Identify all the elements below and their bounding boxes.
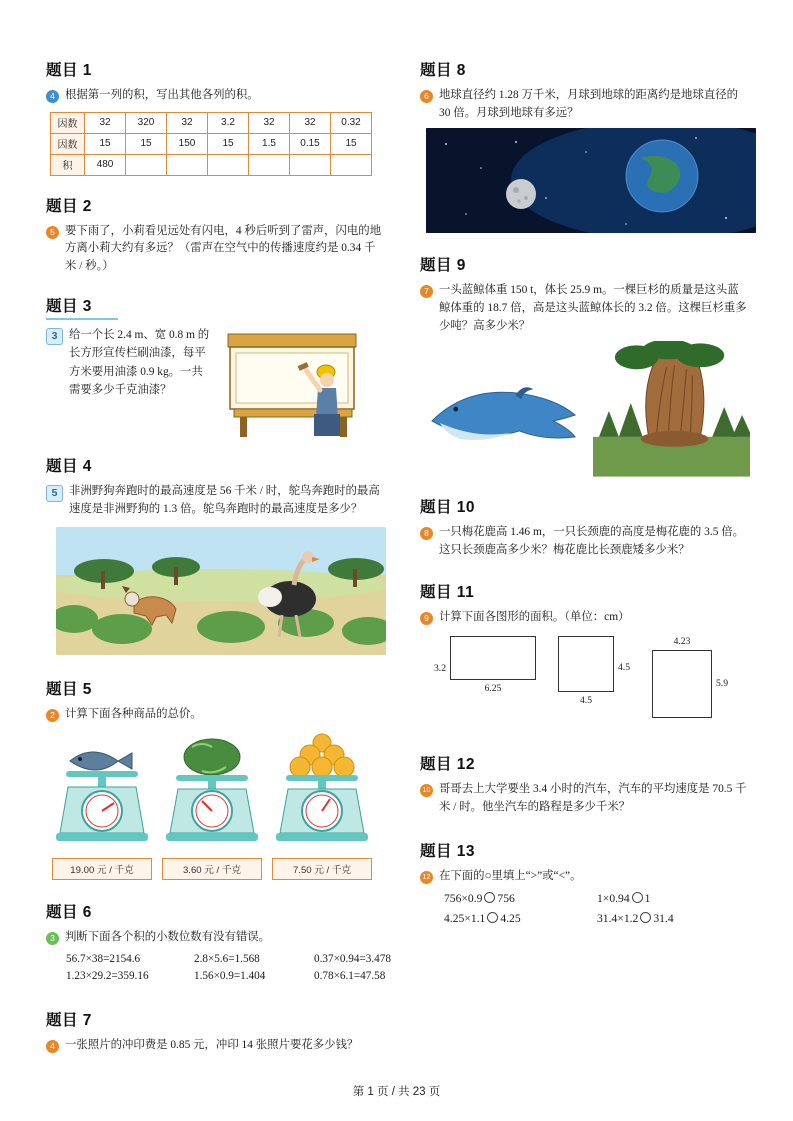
question-8-body: [420, 87, 750, 122]
comparison-left: 756×0.9: [444, 892, 483, 906]
figure-2-right-label: 4.5: [618, 661, 630, 673]
question-5-badge: 2: [46, 709, 59, 722]
figure-3-shape: [652, 650, 712, 718]
cell: [126, 154, 167, 175]
figure-3-right-label: 5.9: [716, 678, 728, 690]
page-footer: 第 1 页 / 共 23 页: [352, 1086, 441, 1098]
cell: 15: [126, 133, 167, 154]
comparison-right: 1: [644, 892, 651, 906]
cell: 0.15: [290, 133, 331, 154]
question-7-title: 题目 7: [46, 1011, 92, 1029]
table-row: [51, 112, 372, 133]
question-4-text: 非洲野狗奔跑时的最高速度是 56 千米 / 时，鸵鸟奔跑时的最高速度是非洲野狗的 1.3 倍。鸵鸟奔跑时的最高速度是多少？: [69, 485, 380, 515]
comparison-left: 4.25×1.1: [444, 912, 486, 926]
question-12-text: 哥哥去上大学要坐 3.4 小时的汽车，汽车的平均速度是 70.5 千米 / 时。他坐汽车的路程是多少千米？: [439, 783, 747, 814]
figure-rectangle-1: [434, 636, 536, 694]
question-13: [420, 839, 750, 926]
title-accent-rule: [46, 318, 118, 321]
figure-3-top-label: 4.23: [673, 636, 691, 648]
question-13-title: 题目 13: [420, 842, 476, 860]
question-3-text: 给一个长 2.4 m、宽 0.8 m 的长方形宣传栏刷油漆，每平方米要用油漆 0.9 kg。一共需要多少千克油漆？: [69, 329, 210, 396]
factors-table: [50, 112, 372, 176]
question-5: [46, 677, 382, 881]
question-10-title: 题目 10: [420, 499, 476, 517]
row-header: 因数: [51, 133, 85, 154]
table-row: [51, 154, 372, 175]
cell: 15: [331, 133, 372, 154]
comparison-right: 4.25: [500, 912, 521, 926]
equation: 1.23×29.2=359.16: [66, 969, 149, 982]
cell: [208, 154, 249, 175]
cell: 32: [85, 112, 126, 133]
question-13-body: [420, 868, 750, 886]
two-column-layout: [46, 58, 747, 1058]
question-5-body: [46, 706, 382, 724]
figure-square-2: [558, 636, 630, 706]
question-8-badge: 6: [420, 90, 433, 103]
question-4-title: 题目 4: [46, 458, 92, 476]
sequoia-svg: [593, 341, 750, 477]
question-1-title: 题目 1: [46, 62, 92, 79]
price-label-watermelon: 3.60 元 / 千克: [162, 858, 262, 880]
question-3-badge: 3: [46, 328, 63, 345]
figure-1-bottom-label: 6.25: [484, 683, 502, 695]
figure-2-shape: [558, 636, 614, 692]
figure-1-left-label: 3.2: [434, 662, 446, 674]
row-header: 因数: [51, 112, 85, 133]
signboard-painter-svg: [210, 326, 382, 438]
illustration-savanna: [56, 527, 386, 655]
question-7: [46, 1008, 382, 1055]
question-11-badge: 9: [420, 612, 433, 625]
scale-oranges: [272, 731, 372, 880]
question-4-body: [46, 483, 382, 518]
question-9-body: [420, 282, 750, 335]
cell: 15: [85, 133, 126, 154]
right-column: [398, 58, 750, 1058]
question-2-badge: 5: [46, 226, 59, 239]
table-row: [51, 133, 372, 154]
scale-fish: [52, 731, 152, 880]
question-10: [420, 495, 750, 559]
question-5-title: 题目 5: [46, 680, 92, 698]
left-column: [46, 58, 398, 1058]
price-label-oranges: 7.50 元 / 千克: [272, 858, 372, 880]
illustration-earth-moon: [426, 128, 756, 233]
comparison-item: [597, 892, 750, 905]
cell: 3.2: [208, 112, 249, 133]
cell: 320: [126, 112, 167, 133]
row-header: 积: [51, 154, 85, 175]
answer-circle[interactable]: [632, 892, 643, 903]
comparison-right: 756: [497, 892, 515, 906]
question-11-text: 计算下面各图形的面积。（单位：cm）: [439, 610, 630, 623]
question-11-body: [420, 609, 750, 627]
question-12-badge: 10: [420, 784, 433, 797]
question-4: [46, 454, 382, 654]
question-2: [46, 194, 382, 276]
price-label-fish: 19.00 元 / 千克: [52, 858, 152, 880]
scales-row: [52, 731, 382, 880]
comparison-item: [444, 892, 597, 905]
question-2-title: 题目 2: [46, 197, 92, 215]
question-8-text: 地球直径约 1.28 万千米，月球到地球的距离约是地球直径的 30 倍。月球到地球有多远？: [439, 89, 739, 119]
cell: [331, 154, 372, 175]
question-1: [46, 58, 382, 176]
comparison-left: 31.4×1.2: [597, 912, 639, 926]
question-13-text: 在下面的○里填上“>”或“<”。: [439, 869, 582, 882]
comparison-left: 1×0.94: [597, 892, 630, 906]
question-2-text: 要下雨了，小莉看见远处有闪电，4 秒后听到了雷声，闪电的地方离小莉大约有多远？（雷声在空气中的传播速度约是 0.34 千米 / 秒。）: [65, 224, 382, 273]
cell: 150: [167, 133, 208, 154]
question-10-badge: 8: [420, 527, 433, 540]
question-7-body: [46, 1037, 382, 1055]
illustration-signboard-painter: [210, 326, 382, 436]
equation: 0.78×6.1=47.58: [314, 969, 386, 982]
figure-rectangle-3: [652, 636, 728, 718]
cell: 32: [167, 112, 208, 133]
equation: 2.8×5.6=1.568: [194, 952, 260, 965]
question-4-badge: 5: [46, 485, 63, 502]
question-12-title: 题目 12: [420, 756, 476, 774]
savanna-svg: [56, 527, 386, 655]
cell: [249, 154, 290, 175]
scale-watermelon-svg: [162, 731, 262, 849]
question-13-badge: 12: [420, 871, 433, 884]
question-11: [420, 580, 750, 719]
question-1-badge: 4: [46, 90, 59, 103]
comparison-right: 31.4: [653, 912, 674, 926]
cell: [290, 154, 331, 175]
cell: 15: [208, 133, 249, 154]
comparison-item: [597, 912, 750, 925]
question-9-title: 题目 9: [420, 257, 466, 275]
question-6: [46, 900, 391, 982]
scale-fish-svg: [52, 731, 152, 849]
question-7-text: 一张照片的冲印费是 0.85 元，冲印 14 张照片要花多少钱？: [65, 1038, 359, 1051]
answer-circle[interactable]: [484, 892, 495, 903]
question-3-body: [46, 326, 382, 436]
question-10-text: 一只梅花鹿高 1.46 m，一只长颈鹿的高度是梅花鹿的 3.5 倍。这只长颈鹿高多少米？梅花鹿比长颈鹿矮多少米？: [439, 526, 745, 557]
cell: 32: [249, 112, 290, 133]
question-7-badge: 4: [46, 1040, 59, 1053]
scale-oranges-svg: [272, 731, 372, 849]
whale-svg: [420, 359, 589, 477]
question-1-body: [46, 87, 382, 105]
equation: 56.7×38=2154.6: [66, 952, 141, 965]
answer-circle[interactable]: [640, 912, 651, 923]
question-6-badge: 3: [46, 932, 59, 945]
question-2-body: [46, 223, 382, 276]
question-6-title: 题目 6: [46, 904, 92, 922]
illustration-whale-sequoia: [420, 341, 750, 477]
question-3: [46, 294, 382, 437]
question-10-body: [420, 524, 750, 559]
cell: 32: [290, 112, 331, 133]
figure-2-bottom-label: 4.5: [580, 695, 592, 707]
question-9: [420, 253, 750, 477]
cell: 1.5: [249, 133, 290, 154]
question-6-text: 判断下面各个积的小数位数有没有错误。: [65, 931, 271, 944]
earth-moon-svg: [426, 128, 756, 233]
question-12: [420, 752, 750, 816]
question-9-text: 一头蓝鲸体重 150 t，体长 25.9 m。一棵巨杉的质量是这头蓝鲸体重的 18.7 倍，高是这头蓝鲸体长的 3.2 倍。这棵巨杉重多少吨？高多少米？: [439, 284, 747, 332]
question-11-title: 题目 11: [420, 583, 475, 601]
equation: 0.37×0.94=3.478: [314, 952, 391, 965]
comparison-item: [444, 912, 597, 925]
question-3-title: 题目 3: [46, 297, 92, 315]
cell: 0.32: [331, 112, 372, 133]
question-9-badge: 7: [420, 285, 433, 298]
scale-watermelon: [162, 731, 262, 880]
figures-row: [434, 636, 750, 718]
comparisons-grid: [444, 892, 750, 925]
answer-circle[interactable]: [487, 912, 498, 923]
equations-grid: [66, 952, 391, 982]
question-6-body: [46, 929, 382, 947]
question-1-text: 根据第一列的积，写出其他各列的积。: [65, 89, 259, 101]
cell: [167, 154, 208, 175]
question-8: [420, 58, 750, 233]
figure-1-shape: [450, 636, 536, 680]
question-5-text: 计算下面各种商品的总价。: [65, 707, 202, 720]
cell: 480: [85, 154, 126, 175]
equation: 1.56×0.9=1.404: [194, 969, 266, 982]
question-8-title: 题目 8: [420, 62, 466, 79]
question-12-body: [420, 781, 750, 816]
